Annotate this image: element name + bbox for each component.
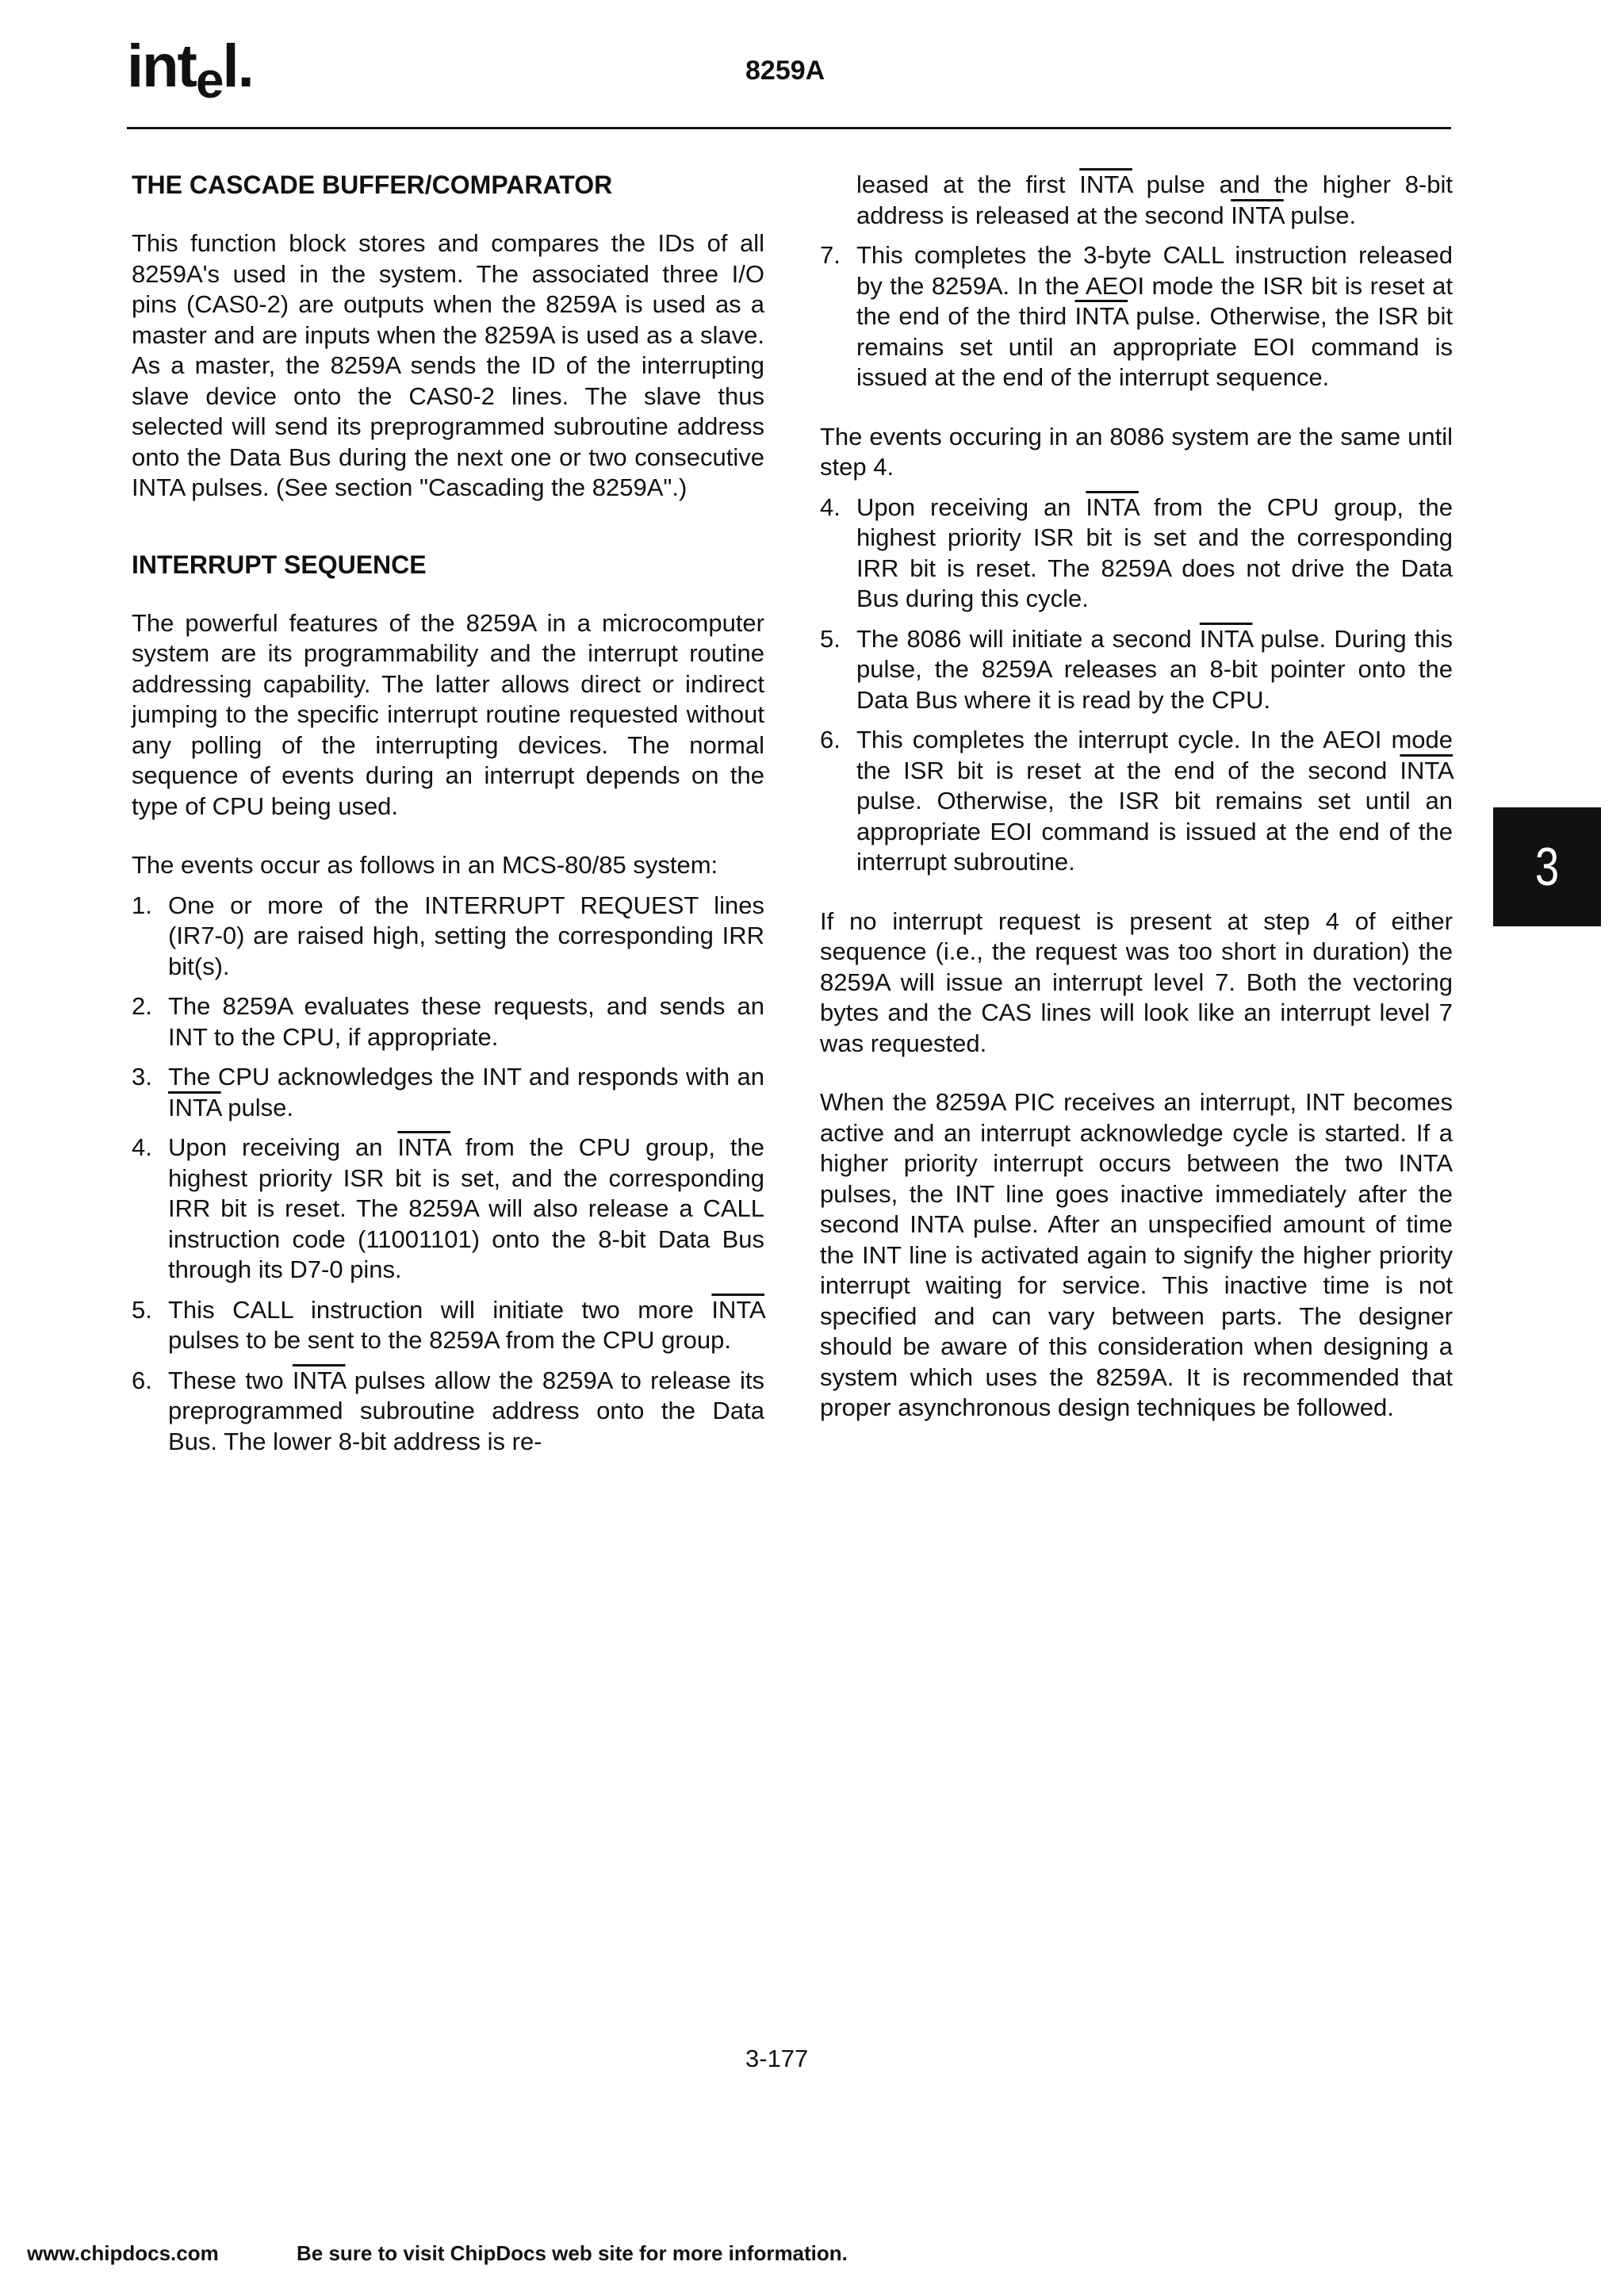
list-item: 6. These two INTA pulses allow the 8259A to release its preprogrammed subroutine address onto the Data Bus. The lower 8-bit address is re- [132, 1366, 765, 1455]
intel-logo: intel. [127, 33, 253, 109]
list-item: 5. The 8086 will initiate a second INTA pulse. During this pulse, the 8259A releases an 8-bit pointer onto the Data Bus where it is read by the CPU. [820, 624, 1454, 714]
cascade-paragraph: This function block stores and compares the IDs of all 8259A's used in the system. The associated three I/O pins (CAS0-2) are outputs when the 8259A is used as a master and are inputs when the 8259A is used as a slave. As a master, the 8259A sends the ID of the interrupting slave device onto the CAS0-2 lines. The slave thus selected will send its preprogrammed subroutine address onto the Data Bus during the next one or two consecutive INTA pulses. (See section "Cascading the 8259A".) [132, 229, 764, 501]
p8086-intro: The events occuring in an 8086 system are the same until step 4. [820, 422, 1453, 481]
list-item: 4. Upon receiving an INTA from the CPU group, the highest priority ISR bit is set and the corresponding IRR bit is reset. The 8259A does not drive the Data Bus during this cycle. [820, 493, 1453, 612]
pic-paragraph: When the 8259A PIC receives an interrupt, INT becomes active and an interrupt acknowledge cycle is started. If a higher priority interrupt occurs between the two INTA pulses, the INT line goes inactive immediately after the second INTA pulse. After an unspecified amount of time the INT line is activated again to signify the higher priority interrupt waiting for service. This inactive time is not specified and can vary between parts. The designer should be aware of this consideration when designing a system which uses the 8259A. It is recommended that proper asynchronous design techniques be followed. [820, 1088, 1453, 1421]
cascade-heading: THE CASCADE BUFFER/COMPARATOR [132, 171, 613, 199]
list-item: 2. The 8259A evaluates these requests, and sends an INT to the CPU, if appropriate. [132, 992, 764, 1051]
list-item: 4. Upon receiving an INTA from the CPU group, the highest priority ISR bit is set, and the corresponding IRR bit is reset. The 8259A will also release a CALL instruction code (11001101) onto the 8-bit Data Bus through its D7-0 pins. [132, 1133, 764, 1283]
no-request-paragraph: If no interrupt request is present at step 4 of either sequence (i.e., the request was too short in duration) the 8259A will issue an interrupt level 7. Both the vectoring bytes and the CAS lines will look like an interrupt level 7 was requested. [820, 907, 1453, 1057]
mcs-steps-list [132, 891, 764, 1458]
footer-url[interactable]: www.chipdocs.com [27, 2241, 219, 2265]
page-number: 3-177 [745, 2045, 809, 2072]
list-item: 3. The CPU acknowledges the INT and responds with an INTA pulse. [132, 1063, 764, 1121]
footer-note: Be sure to visit ChipDocs web site for more information. [297, 2241, 848, 2265]
header-rule [127, 127, 1451, 129]
left-column [132, 170, 764, 1457]
mcs-intro: The events occur as follows in an MCS-80/85 system: [132, 851, 718, 879]
section-tab: 3 [1493, 807, 1601, 926]
interrupt-heading: INTERRUPT SEQUENCE [132, 550, 427, 579]
document-id: 8259A [745, 56, 825, 86]
list-item: 5. This CALL instruction will initiate two more INTA pulses to be sent to the 8259A from the CPU group. [132, 1295, 764, 1354]
p8086-steps-list [820, 493, 1453, 878]
right-column [820, 170, 1453, 1424]
step6-continuation: leased at the first INTA pulse and the higher 8-bit address is released at the second INTA pulse. [856, 171, 1453, 229]
list-item: 6. This completes the interrupt cycle. In the AEOI mode the ISR bit is reset at the end of the second INTA pulse. Otherwise, the ISR bit remains set until an appropriate EOI command is issued at the end of the interrupt subroutine. [820, 726, 1453, 876]
mcs-step7-list [820, 240, 1453, 393]
interrupt-intro: The powerful features of the 8259A in a microcomputer system are its programmability and the interrupt routine addressing capability. The latter allows direct or indirect jumping to the specific interrupt routine requested without any polling of the interrupting devices. The normal sequence of events during an interrupt depends on the type of CPU being used. [132, 608, 764, 820]
list-item: 1. One or more of the INTERRUPT REQUEST lines (IR7-0) are raised high, setting the corresponding IRR bit(s). [132, 891, 764, 980]
list-item: 7. This completes the 3-byte CALL instruction released by the 8259A. In the AEOI mode the ISR bit is reset at the end of the third INTA pulse. Otherwise, the ISR bit remains set until an appropriate EOI command is issued at the end of the interrupt sequence. [820, 241, 1453, 391]
